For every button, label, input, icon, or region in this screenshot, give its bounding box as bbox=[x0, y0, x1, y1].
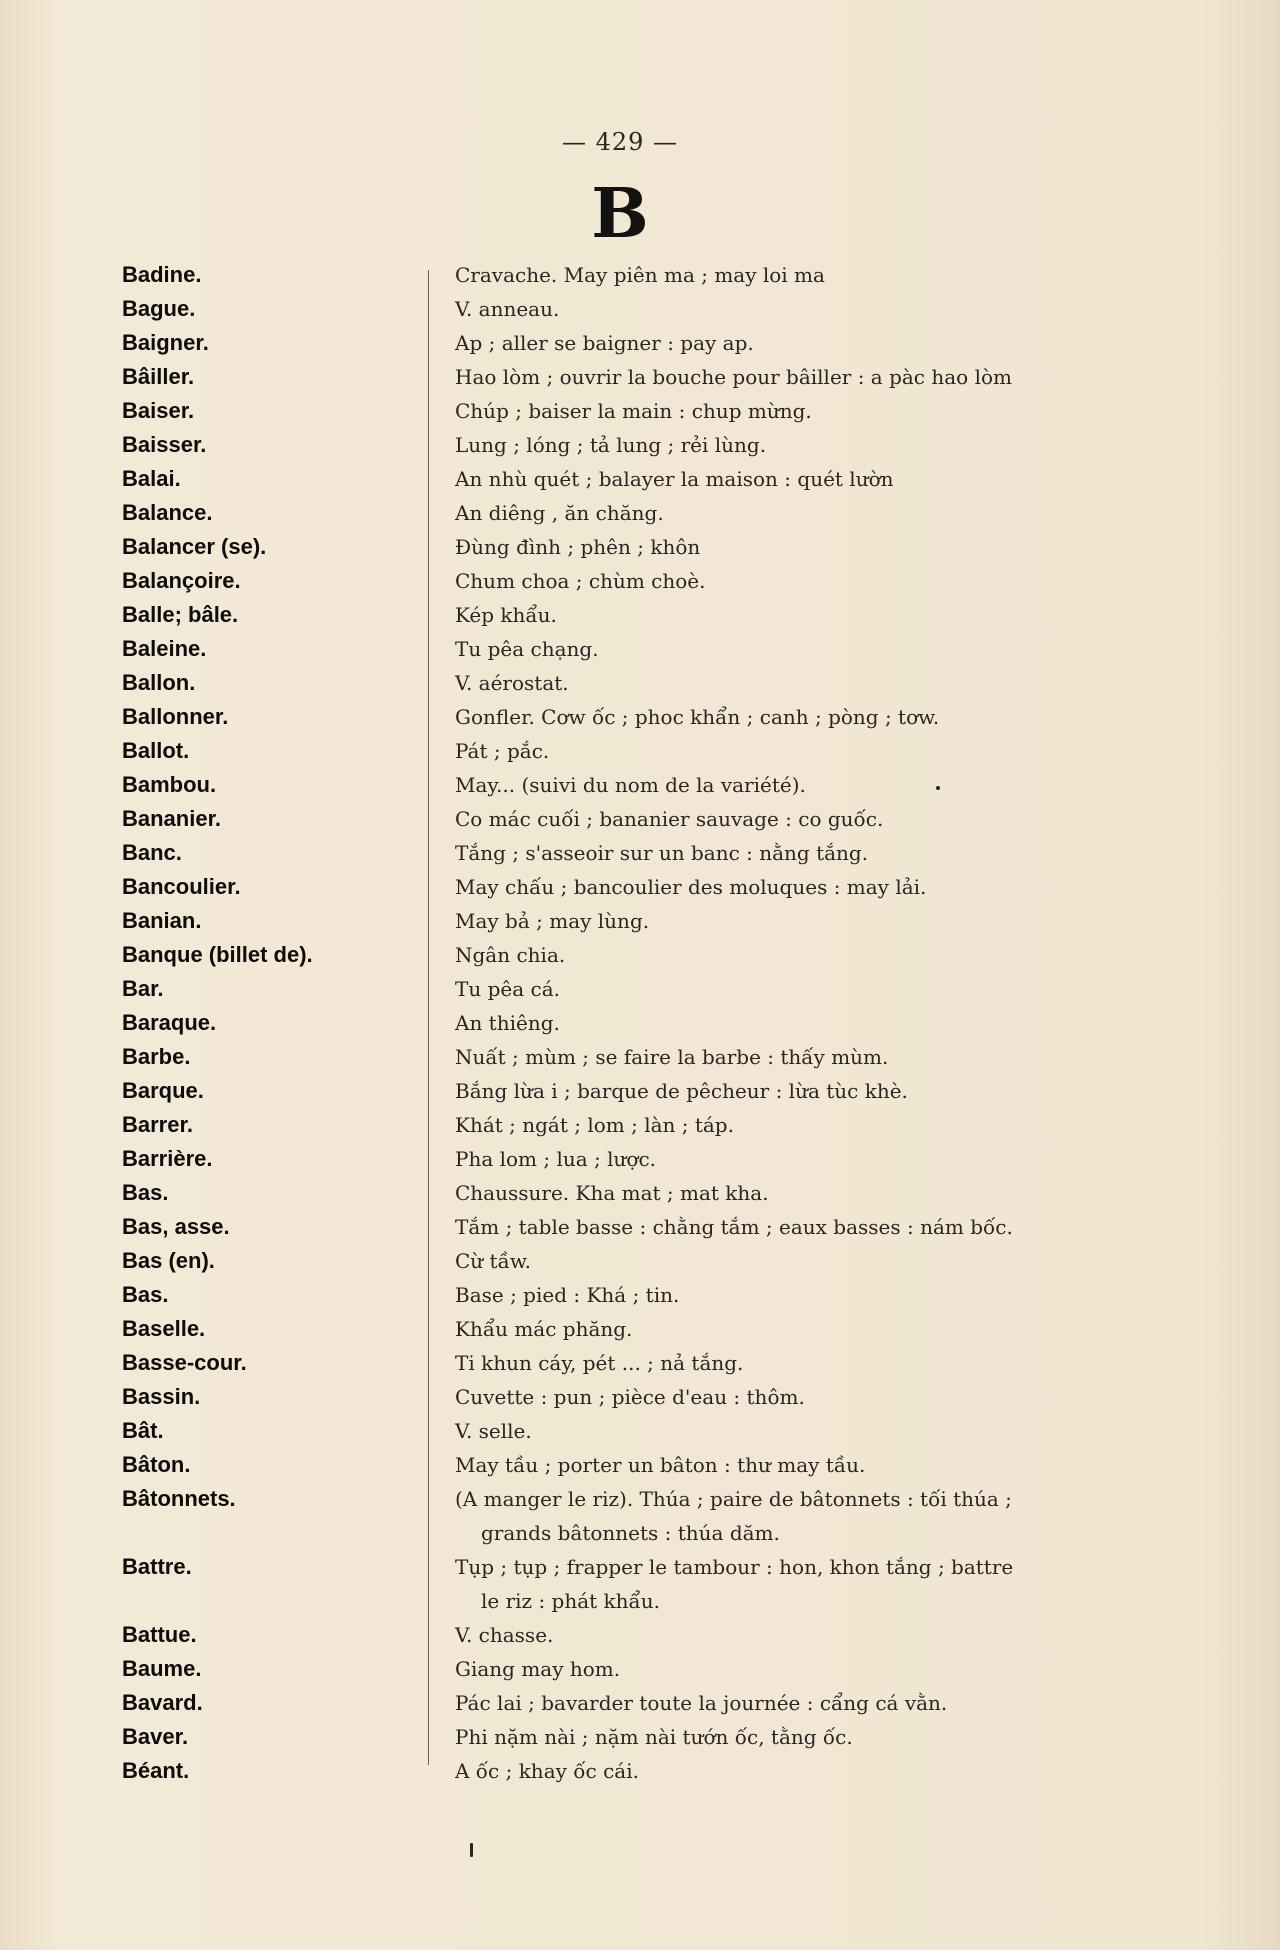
entry-headword: Banian. bbox=[122, 908, 202, 933]
entry-definition bbox=[455, 666, 1125, 700]
entry-definition bbox=[455, 972, 1125, 1006]
entry-definition bbox=[455, 802, 1125, 836]
entry-headword: Bas (en). bbox=[122, 1248, 215, 1273]
entry-headword: Bâtonnets. bbox=[122, 1486, 236, 1511]
entry-definition bbox=[455, 1244, 1125, 1278]
entry-headword: Bancoulier. bbox=[122, 874, 241, 899]
entry-headword: Baraque. bbox=[122, 1010, 217, 1035]
entry-definition bbox=[455, 564, 1125, 598]
definition-line: Ap ; aller se baigner : pay ap. bbox=[455, 331, 754, 355]
entry-definition bbox=[455, 1652, 1125, 1686]
definition-line: Pác lai ; bavarder toute la journée : cẩng cá vằn. bbox=[455, 1691, 948, 1715]
dictionary-entry bbox=[0, 632, 1280, 666]
entry-headword: Balai. bbox=[122, 466, 181, 491]
entry-definition bbox=[455, 1414, 1125, 1448]
entry-headword: Bassin. bbox=[122, 1384, 201, 1409]
definition-line: Phi nặm nài ; nặm nài tướn ốc, tằng ốc. bbox=[455, 1725, 853, 1749]
entry-definition bbox=[455, 1108, 1125, 1142]
entry-headword: Battre. bbox=[122, 1554, 192, 1579]
entry-definition bbox=[455, 1380, 1125, 1414]
definition-line: Base ; pied : Khá ; tin. bbox=[455, 1283, 680, 1307]
entry-headword: Bas. bbox=[122, 1282, 169, 1307]
entry-headword: Baver. bbox=[122, 1724, 189, 1749]
definition-line: Nuất ; mùm ; se faire la barbe : thấy mùm. bbox=[455, 1045, 889, 1069]
dictionary-entry bbox=[0, 564, 1280, 598]
dictionary-entry bbox=[0, 972, 1280, 1006]
dictionary-entry bbox=[0, 292, 1280, 326]
definition-line: Tắng ; s'asseoir sur un banc : nằng tắng. bbox=[455, 841, 869, 865]
entry-headword: Bas, asse. bbox=[122, 1214, 230, 1239]
entry-headword: Bâton. bbox=[122, 1452, 191, 1477]
dictionary-entry bbox=[0, 1686, 1280, 1720]
entry-definition bbox=[455, 1686, 1125, 1720]
dictionary-entry bbox=[0, 394, 1280, 428]
dictionary-entry bbox=[0, 1346, 1280, 1380]
entry-list bbox=[0, 258, 1280, 1788]
definition-line: An nhù quét ; balayer la maison : quét lườn bbox=[455, 467, 894, 491]
dictionary-entry bbox=[0, 734, 1280, 768]
dictionary-entry bbox=[0, 1040, 1280, 1074]
page-number: — 429 — bbox=[561, 128, 679, 156]
entry-definition bbox=[455, 836, 1125, 870]
entry-headword: Barque. bbox=[122, 1078, 204, 1103]
dictionary-entry bbox=[0, 462, 1280, 496]
definition-line: Chum choa ; chùm choè. bbox=[455, 569, 706, 593]
entry-definition bbox=[455, 1720, 1125, 1754]
entry-headword: Baselle. bbox=[122, 1316, 206, 1341]
dictionary-entry bbox=[0, 938, 1280, 972]
dictionary-entry bbox=[0, 802, 1280, 836]
definition-line: Chúp ; baiser la main : chup mừng. bbox=[455, 399, 812, 423]
definition-line: Giang may hom. bbox=[455, 1657, 621, 1681]
entry-definition bbox=[455, 1550, 1125, 1618]
entry-definition bbox=[455, 1754, 1125, 1788]
entry-headword: Balancer (se). bbox=[122, 534, 267, 559]
entry-definition bbox=[455, 258, 1125, 292]
entry-definition bbox=[455, 1346, 1125, 1380]
definition-line: V. selle. bbox=[455, 1419, 532, 1443]
entry-headword: Ballon. bbox=[122, 670, 196, 695]
definition-line: Kép khẩu. bbox=[455, 603, 557, 627]
section-letter: B bbox=[591, 174, 649, 254]
entry-definition bbox=[455, 1278, 1125, 1312]
entry-definition bbox=[455, 938, 1125, 972]
dictionary-entry bbox=[0, 1380, 1280, 1414]
entry-headword: Ballonner. bbox=[122, 704, 229, 729]
entry-headword: Banque (billet de). bbox=[122, 942, 313, 967]
dictionary-entry bbox=[0, 700, 1280, 734]
definition-line: Cuvette : pun ; pièce d'eau : thôm. bbox=[455, 1385, 805, 1409]
dictionary-entry bbox=[0, 1720, 1280, 1754]
entry-definition bbox=[455, 904, 1125, 938]
entry-definition bbox=[455, 1006, 1125, 1040]
entry-headword: Bâiller. bbox=[122, 364, 195, 389]
definition-line: Đùng đình ; phên ; khôn bbox=[455, 535, 701, 559]
entry-definition bbox=[455, 326, 1125, 360]
definition-line: V. chasse. bbox=[455, 1623, 554, 1647]
definition-line: May tầu ; porter un bâton : thư may tầu. bbox=[455, 1453, 866, 1477]
definition-line: Lung ; lóng ; tả lung ; rẻi lùng. bbox=[455, 433, 767, 457]
dictionary-entry bbox=[0, 1074, 1280, 1108]
dictionary-entry bbox=[0, 428, 1280, 462]
entry-headword: Bambou. bbox=[122, 772, 217, 797]
entry-headword: Battue. bbox=[122, 1622, 197, 1647]
entry-headword: Barbe. bbox=[122, 1044, 191, 1069]
entry-definition bbox=[455, 292, 1125, 326]
entry-definition bbox=[455, 1448, 1125, 1482]
entry-definition bbox=[455, 870, 1125, 904]
entry-definition bbox=[455, 632, 1125, 666]
dictionary-entry bbox=[0, 326, 1280, 360]
entry-headword: Balle; bâle. bbox=[122, 602, 239, 627]
entry-headword: Baigner. bbox=[122, 330, 209, 355]
dictionary-entry bbox=[0, 258, 1280, 292]
definition-line: Khát ; ngát ; lom ; làn ; táp. bbox=[455, 1113, 734, 1137]
definition-line: Tắm ; table basse : chằng tắm ; eaux basses : nám bốc. bbox=[455, 1215, 1013, 1239]
dictionary-entry bbox=[0, 1754, 1280, 1788]
entry-headword: Baleine. bbox=[122, 636, 207, 661]
entry-definition bbox=[455, 1210, 1125, 1244]
entry-headword: Balançoire. bbox=[122, 568, 241, 593]
entry-headword: Béant. bbox=[122, 1758, 190, 1783]
definition-line: A ốc ; khay ốc cái. bbox=[455, 1759, 639, 1783]
entry-definition bbox=[455, 496, 1125, 530]
definition-line: Cừ tầw. bbox=[455, 1249, 531, 1273]
entry-headword: Baume. bbox=[122, 1656, 202, 1681]
dictionary-entry bbox=[0, 1142, 1280, 1176]
dictionary-entry bbox=[0, 1312, 1280, 1346]
entry-headword: Bas. bbox=[122, 1180, 169, 1205]
entry-headword: Badine. bbox=[122, 262, 202, 287]
dictionary-entry bbox=[0, 598, 1280, 632]
dictionary-entry bbox=[0, 1618, 1280, 1652]
entry-definition bbox=[455, 1312, 1125, 1346]
definition-line: Co mác cuối ; bananier sauvage : co guốc. bbox=[455, 807, 884, 831]
entry-definition bbox=[455, 734, 1125, 768]
dictionary-entry bbox=[0, 1652, 1280, 1686]
dictionary-entry bbox=[0, 1006, 1280, 1040]
definition-line: May bả ; may lùng. bbox=[455, 909, 650, 933]
definition-line: An thiêng. bbox=[455, 1011, 560, 1035]
entry-headword: Bavard. bbox=[122, 1690, 203, 1715]
entry-headword: Ballot. bbox=[122, 738, 190, 763]
dictionary-entry bbox=[0, 1108, 1280, 1142]
dictionary-entry bbox=[0, 1448, 1280, 1482]
entry-definition bbox=[455, 428, 1125, 462]
definition-line: Ti khun cáy, pét ... ; nả tắng. bbox=[455, 1351, 744, 1375]
entry-definition bbox=[455, 768, 1125, 802]
entry-definition bbox=[455, 598, 1125, 632]
definition-line: May... (suivi du nom de la variété). bbox=[455, 773, 806, 797]
entry-headword: Bar. bbox=[122, 976, 164, 1001]
dictionary-entry bbox=[0, 1482, 1280, 1550]
dictionary-entry bbox=[0, 496, 1280, 530]
entry-definition bbox=[455, 1482, 1125, 1550]
entry-headword: Barrer. bbox=[122, 1112, 193, 1137]
entry-headword: Banc. bbox=[122, 840, 182, 865]
entry-definition bbox=[455, 1142, 1125, 1176]
dictionary-entry bbox=[0, 870, 1280, 904]
entry-definition bbox=[455, 530, 1125, 564]
entry-definition bbox=[455, 1176, 1125, 1210]
entry-definition bbox=[455, 462, 1125, 496]
entry-definition bbox=[455, 1074, 1125, 1108]
dictionary-entry bbox=[0, 1278, 1280, 1312]
definition-line: Tụp ; tụp ; frapper le tambour : hon, khon tắng ; battre bbox=[455, 1555, 1014, 1579]
definition-line: V. aérostat. bbox=[455, 671, 569, 695]
definition-line: Chaussure. Kha mat ; mat kha. bbox=[455, 1181, 769, 1205]
entry-headword: Baisser. bbox=[122, 432, 207, 457]
definition-line: Bắng lừa i ; barque de pêcheur : lừa tùc khè. bbox=[455, 1079, 908, 1103]
dictionary-entry bbox=[0, 1210, 1280, 1244]
definition-line: Pát ; pắc. bbox=[455, 739, 550, 763]
entry-headword: Balance. bbox=[122, 500, 213, 525]
entry-definition bbox=[455, 360, 1125, 394]
definition-continuation: grands bâtonnets : thúa dăm. bbox=[481, 1521, 780, 1545]
definition-line: May chấu ; bancoulier des moluques : may lải. bbox=[455, 875, 927, 899]
entry-headword: Bague. bbox=[122, 296, 196, 321]
definition-line: Gonfler. Cơw ốc ; phoc khẩn ; canh ; pòng ; tơw. bbox=[455, 705, 940, 729]
entry-headword: Bât. bbox=[122, 1418, 164, 1443]
definition-line: Cravache. May piên ma ; may loi ma bbox=[455, 263, 825, 287]
entry-definition bbox=[455, 394, 1125, 428]
dictionary-entry bbox=[0, 360, 1280, 394]
definition-line: Hao lòm ; ouvrir la bouche pour bâiller : a pàc hao lòm bbox=[455, 365, 1012, 389]
entry-headword: Barrière. bbox=[122, 1146, 213, 1171]
definition-line: (A manger le riz). Thúa ; paire de bâtonnets : tối thúa ; bbox=[455, 1487, 1012, 1511]
definition-line: Tu pêa chạng. bbox=[455, 637, 599, 661]
dictionary-entry bbox=[0, 1244, 1280, 1278]
entry-definition bbox=[455, 700, 1125, 734]
definition-line: Tu pêa cá. bbox=[455, 977, 560, 1001]
definition-line: Khẩu mác phăng. bbox=[455, 1317, 633, 1341]
entry-definition bbox=[455, 1618, 1125, 1652]
definition-continuation: le riz : phát khẩu. bbox=[481, 1589, 661, 1613]
definition-line: V. anneau. bbox=[455, 297, 560, 321]
dictionary-entry bbox=[0, 1414, 1280, 1448]
entry-definition bbox=[455, 1040, 1125, 1074]
dictionary-entry bbox=[0, 836, 1280, 870]
entry-headword: Basse-cour. bbox=[122, 1350, 247, 1375]
dictionary-entry bbox=[0, 904, 1280, 938]
entry-headword: Bananier. bbox=[122, 806, 222, 831]
dictionary-entry bbox=[0, 1550, 1280, 1618]
definition-line: An diêng , ăn chăng. bbox=[455, 501, 664, 525]
definition-line: Pha lom ; lua ; lược. bbox=[455, 1147, 657, 1171]
ink-mark bbox=[470, 1843, 473, 1857]
definition-line: Ngân chia. bbox=[455, 943, 566, 967]
dictionary-entry bbox=[0, 1176, 1280, 1210]
dictionary-entry bbox=[0, 768, 1280, 802]
dictionary-entry bbox=[0, 530, 1280, 564]
dictionary-entry bbox=[0, 666, 1280, 700]
entry-headword: Baiser. bbox=[122, 398, 195, 423]
